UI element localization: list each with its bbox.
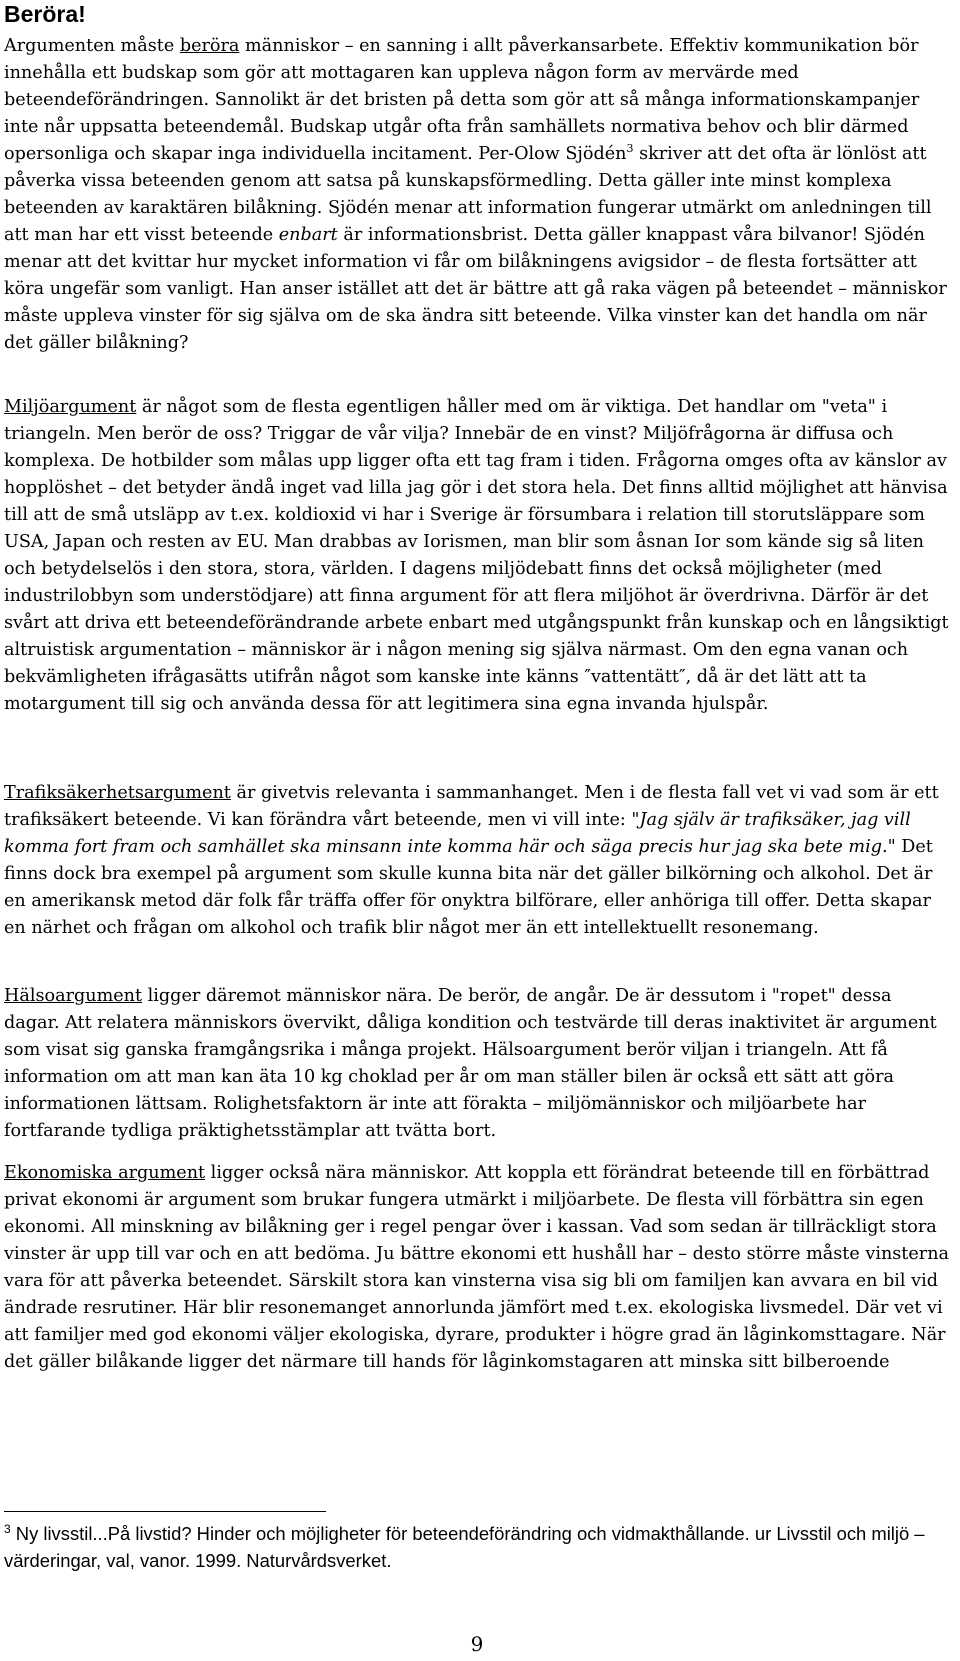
intro-text-4: är informationsbrist. Detta gäller knappast våra bilvanor! Sjödén menar att det kvittar hur mycket information vi får om bilåkningens avigsidor – de flesta fortsätter att köra ungefär som vanligt. Han anser istället att det är bättre att gå raka vägen på beteendet – människor måste uppleva vinster för sig själva om de ska ändra sitt beteende. Vilka vinster kan det handla om när det gäller bilåkning?	[4, 225, 947, 353]
paragraph-ekonomiska	[4, 1160, 950, 1376]
intro-text-1: Argumenten måste	[4, 36, 180, 56]
halsoargument-term: Hälsoargument	[4, 986, 143, 1006]
paragraph-intro	[4, 33, 950, 357]
trafiksakerhet-quote: Jag själv är trafiksäker, jag vill komma fort fram och samhället ska minsann inte komma här och säga precis hur jag ska bete mig.	[4, 810, 911, 857]
miljoargument-text: är något som de flesta egentligen håller med om är viktiga. Det handlar om "veta" i triangeln. Men berör de oss? Triggar de vår vilja? Innebär de en vinst? Miljöfrågorna är diffusa och komplexa. De hotbilder som målas upp ligger ofta ett tag fram i tiden. Frågorna omges ofta av känslor av hopplöshet – det betyder ändå inget vad lilla jag gör i det stora hela. Det finns alltid möjlighet att hänvisa till att de små utsläpp av t.ex. koldioxid vi har i Sverige är försumbara i relation till storutsläppare som USA, Japan och resten av EU. Man drabbas av Iorismen, man blir som åsnan Ior som kände sig så liten och betydelselös i den stora, stora, världen. I dagens miljödebatt finns det också möjligheter (med industrilobbyn som understödjare) att finna argument för att flera miljöhot är överdrivna. Därför är det svårt att driva ett beteendeförändrande arbete enbart med utgångspunkt från kunskap och en långsiktigt altruistisk argumentation – människor är i någon mening sig själva närmast. Om den egna vanan och bekvämligheten ifrågasätts utifrån något som kanske inte känns ″vattentätt″, då är det lätt att ta motargument till sig och använda dessa för att legitimera sina egna invanda hjulspår.	[4, 397, 949, 714]
footnote-text: Ny livsstil...På livstid? Hinder och möjligheter för beteendeförändring och vidmakthållande. ur Livsstil och miljö – värderingar, val, vanor. 1999. Naturvårdsverket.	[4, 1523, 925, 1571]
intro-text-2: människor – en sanning i allt påverkansarbete. Effektiv kommunikation bör innehålla ett budskap som gör att mottagaren kan uppleva någon form av mervärde med beteendeförändringen. Sannolikt är det bristen på detta som gör att så många informationskampanjer inte når uppsatta beteendemål. Budskap utgår ofta från samhällets normativa behov och blir därmed opersonliga och skapar inga individuella incitament. Per-Olow Sjödén	[4, 36, 920, 164]
ekonomiska-text: ligger också nära människor. Att koppla ett förändrat beteende till en förbättrad privat ekonomi är argument som brukar fungera utmärkt i miljöarbete. De flesta vill förbättra sin egen ekonomi. All minskning av bilåkning ger i regel pengar över i kassan. Vad som sedan är tillräckligt stora vinster är upp till var och en att bedöma. Ju bättre ekonomi ett hushåll har – desto större måste vinsterna vara för att påverka beteendet. Särskilt stora kan vinsterna visa sig bli om familjen kan avvara en bil vid ändrade resrutiner. Här blir resonemanget annorlunda jämfört med t.ex. ekologiska livsmedel. Där vet vi att familjer med god ekonomi väljer ekologiska, dyrare, produkter i högre grad än låginkomsttagare. När det gäller bilåkande ligger det närmare till hands för låginkomstagaren att minska sitt bilberoende	[4, 1163, 950, 1372]
page-heading: Beröra!	[4, 1, 86, 27]
ekonomiska-term: Ekonomiska argument	[4, 1163, 206, 1183]
beröra-term: beröra	[179, 36, 240, 56]
footnote-reference: 3	[626, 142, 634, 156]
page-number: 9	[470, 1632, 484, 1656]
halsoargument-text: ligger däremot människor nära. De berör, de angår. De är dessutom i "ropet" dessa dagar. Att relatera människors övervikt, dåliga kondition och testvärde till deras inaktivitet är argument som visat sig ganska framgångsrika i många projekt. Hälsoargument berör viljan i triangeln. Att få information om att man kan äta 10 kg choklad per år om man ställer bilen är också ett sätt att göra informationen lättsam. Rolighetsfaktorn är inte att förakta – miljömänniskor och miljöarbete har fortfarande tydliga präktighetsstämplar att tvätta bort.	[4, 986, 937, 1141]
intro-text-3: skriver att det ofta är lönlöst att påverka vissa beteenden genom att satsa på kunskapsförmedling. Detta gäller inte minst komplexa beteenden av karaktären bilåkning. Sjödén menar att information fungerar utmärkt om anledningen till att man har ett visst beteende	[4, 144, 932, 245]
footnote-mark: 3	[4, 1521, 11, 1536]
trafiksakerhet-text-1: är givetvis relevanta i sammanhanget. Men i de flesta fall vet vi vad som är ett trafiksäkert beteende. Vi kan förändra vårt beteende, men vi vill inte: "	[4, 783, 939, 830]
footnote	[4, 1520, 950, 1574]
trafiksakerhet-term: Trafiksäkerhetsargument	[4, 783, 231, 803]
trafiksakerhet-text-2: " Det finns dock bra exempel på argument som skulle kunna bita när det gäller bilkörning och alkohol. Det är en amerikansk metod där folk får träffa offer för onyktra bilförare, eller anhöriga till offer. Detta skapar en närhet och frågan om alkohol och trafik blir något mer än ett intellektuellt resonemang.	[4, 837, 933, 938]
paragraph-miljoargument	[4, 394, 950, 718]
paragraph-halsoargument	[4, 983, 950, 1145]
miljoargument-term: Miljöargument	[4, 397, 137, 417]
footnote-separator	[4, 1511, 326, 1512]
intro-emphasis: enbart	[278, 225, 338, 245]
paragraph-trafiksakerhet	[4, 780, 950, 942]
